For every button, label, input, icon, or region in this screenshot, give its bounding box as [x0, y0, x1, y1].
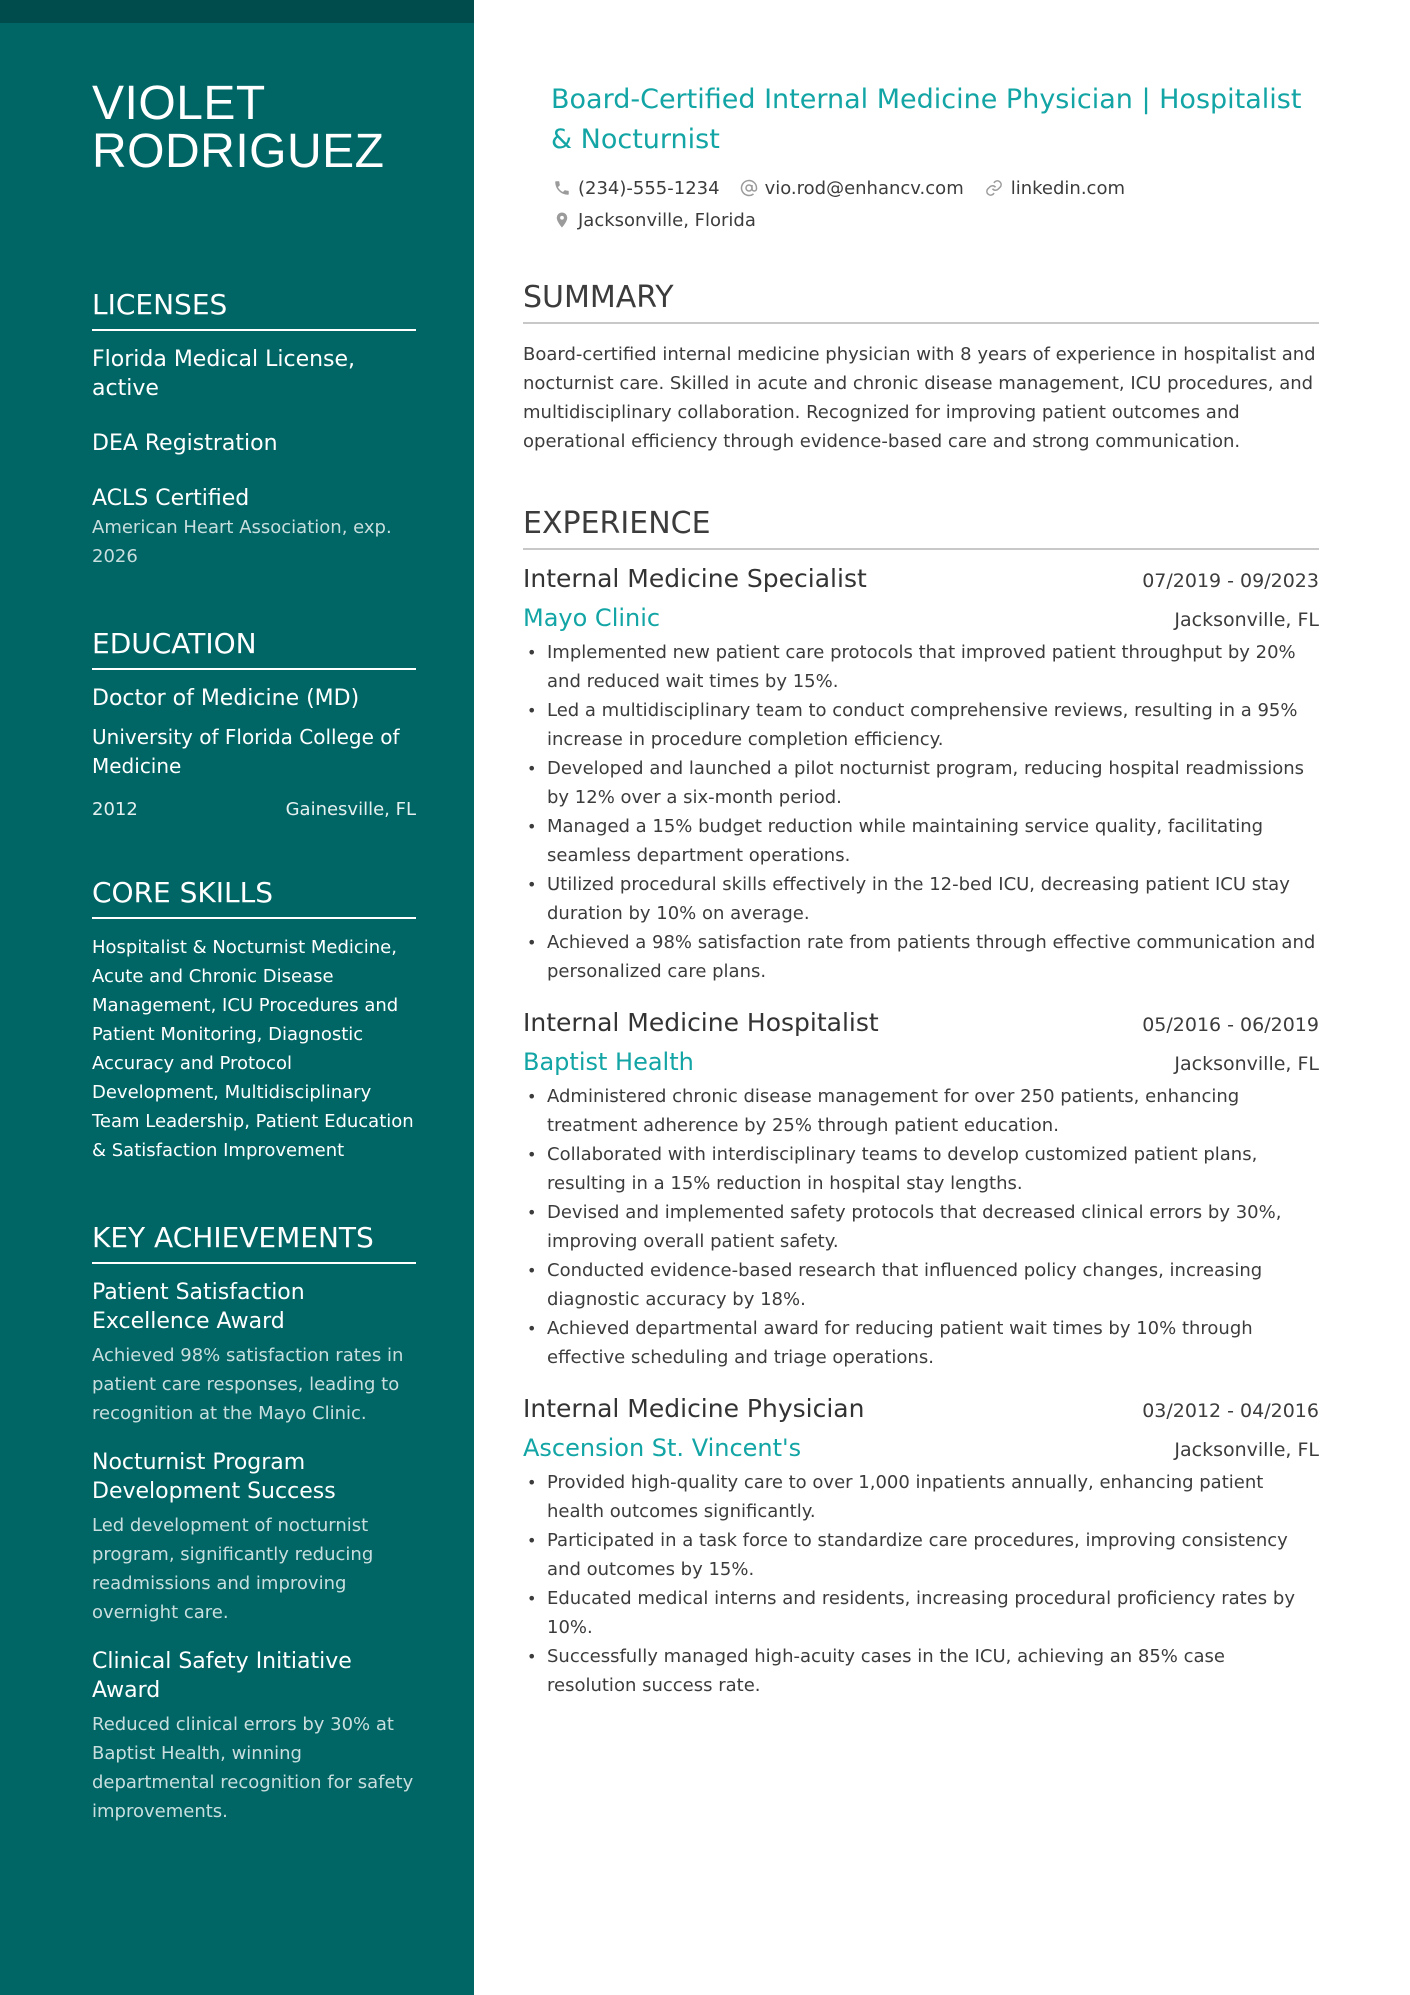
job-bullets [523, 1468, 1319, 1700]
license-item [92, 345, 416, 403]
job-header [523, 1390, 1319, 1428]
job-bullet: • Developed and launched a pilot nocturnist program, reducing hospital readmissions by 12% over a six-month period. [523, 754, 1319, 812]
job-company: Mayo Clinic [523, 604, 661, 632]
experience-section [523, 506, 1319, 1700]
experience-heading: EXPERIENCE [523, 506, 1319, 550]
sidebar-content [92, 77, 416, 1846]
achievement-desc: Reduced clinical errors by 30% at Baptist Health, winning departmental recognition for safety improvements. [92, 1714, 414, 1822]
job-location: Jacksonville, FL [1174, 1053, 1319, 1075]
job-subheader [523, 1044, 1319, 1080]
at-sign-icon [740, 179, 758, 197]
job-location: Jacksonville, FL [1174, 609, 1319, 631]
sidebar [0, 0, 474, 1995]
job-bullet: • Educated medical interns and residents, increasing procedural proficiency rates by 10%. [523, 1584, 1319, 1642]
job-bullet: • Achieved a 98% satisfaction rate from patients through effective communication and personalized care plans. [523, 928, 1319, 986]
contact-row [553, 204, 1319, 236]
achievement-item [92, 1647, 416, 1826]
location-pin-icon [553, 210, 571, 230]
license-title: ACLS Certified [92, 486, 250, 511]
linkedin-text: linkedin.com [1010, 177, 1126, 199]
achievement-desc: Achieved 98% satisfaction rates in patient care responses, leading to recognition at the Mayo Clinic. [92, 1345, 404, 1424]
job-bullet: • Achieved departmental award for reducing patient wait times by 10% through effective scheduling and triage operations. [523, 1314, 1319, 1372]
job-bullet: • Managed a 15% budget reduction while maintaining service quality, facilitating seamless department operations. [523, 812, 1319, 870]
contact-linkedin[interactable] [984, 178, 1125, 199]
summary-heading: SUMMARY [523, 280, 1319, 324]
job-bullet: • Successfully managed high-acuity cases in the ICU, achieving an 85% case resolution success rate. [523, 1642, 1319, 1700]
job-company: Baptist Health [523, 1048, 694, 1076]
contact-email[interactable] [740, 178, 964, 199]
job-dates: 05/2016 - 06/2019 [1142, 1014, 1319, 1036]
job-bullet: • Implemented new patient care protocols that improved patient throughput by 20% and reduced wait times by 15%. [523, 638, 1319, 696]
achievement-title: Patient Satisfaction Excellence Award [92, 1280, 305, 1334]
job-bullets [523, 638, 1319, 986]
job-title: Internal Medicine Specialist [523, 564, 867, 593]
job-bullet: • Collaborated with interdisciplinary teams to develop customized patient plans, resulting in a 15% reduction in hospital stay lengths. [523, 1140, 1319, 1198]
skills-heading: CORE SKILLS [92, 876, 416, 919]
job-bullet: • Participated in a task force to standardize care procedures, improving consistency and outcomes by 15%. [523, 1526, 1319, 1584]
email-text: vio.rod@enhancv.com [764, 177, 964, 199]
job-bullet: • Led a multidisciplinary team to conduct comprehensive reviews, resulting in a 95% increase in procedure completion efficiency. [523, 696, 1319, 754]
education-school: University of Florida College of Medicine [92, 725, 400, 778]
phone-text: (234)-555-1234 [578, 177, 720, 199]
job-subheader [523, 1430, 1319, 1466]
candidate-name: VIOLET RODRIGUEZ [92, 77, 385, 178]
license-subtitle: American Heart Association, exp. 2026 [92, 517, 392, 567]
license-item [92, 484, 416, 571]
achievements-section [92, 1221, 416, 1826]
link-icon [984, 179, 1004, 197]
education-location: Gainesville, FL [285, 799, 416, 820]
contact-phone[interactable] [553, 178, 720, 199]
license-title: Florida Medical License, active [92, 347, 356, 401]
job-bullet: • Provided high-quality care to over 1,000 inpatients annually, enhancing patient health outcomes significantly. [523, 1468, 1319, 1526]
job-bullets [523, 1082, 1319, 1372]
achievements-heading: KEY ACHIEVEMENTS [92, 1221, 416, 1264]
education-degree: Doctor of Medicine (MD) [92, 686, 360, 711]
education-year: 2012 [92, 799, 138, 820]
job-title: Internal Medicine Physician [523, 1394, 865, 1423]
summary-text: Board-certified internal medicine physician with 8 years of experience in hospitalist and nocturnist care. Skilled in acute and chronic disease management, ICU procedures, and multidisciplinary collaboration. Recognized for improving patient outcomes and operational efficiency through evidence-based care and strong communication. [523, 344, 1316, 452]
job-company: Ascension St. Vincent's [523, 1434, 802, 1462]
education-meta [92, 795, 416, 824]
contact-row [553, 172, 1319, 204]
job-entry [523, 1004, 1319, 1372]
job-entry [523, 560, 1319, 986]
achievement-item [92, 1278, 416, 1428]
contact-location [553, 210, 756, 231]
education-heading: EDUCATION [92, 627, 416, 670]
job-bullet: • Administered chronic disease management for over 250 patients, enhancing treatment adherence by 25% through patient education. [523, 1082, 1319, 1140]
headline: Board-Certified Internal Medicine Physician | Hospitalist & Nocturnist [551, 84, 1302, 155]
job-bullet: • Devised and implemented safety protocols that decreased clinical errors by 30%, improving overall patient safety. [523, 1198, 1319, 1256]
job-title: Internal Medicine Hospitalist [523, 1008, 879, 1037]
summary-section [523, 280, 1319, 456]
job-bullet: • Utilized procedural skills effectively in the 12-bed ICU, decreasing patient ICU stay duration by 10% on average. [523, 870, 1319, 928]
achievement-item [92, 1448, 416, 1627]
license-item [92, 429, 416, 458]
license-title: DEA Registration [92, 431, 278, 456]
job-dates: 03/2012 - 04/2016 [1142, 1400, 1319, 1422]
job-entry [523, 1390, 1319, 1700]
licenses-section [92, 288, 416, 571]
location-text: Jacksonville, Florida [578, 209, 756, 231]
sidebar-top-band [0, 0, 474, 23]
achievement-desc: Led development of nocturnist program, significantly reducing readmissions and improving overnight care. [92, 1515, 374, 1623]
skills-section [92, 876, 416, 1165]
main-content [523, 80, 1319, 1718]
job-subheader [523, 600, 1319, 636]
job-dates: 07/2019 - 09/2023 [1142, 570, 1319, 592]
education-section [92, 627, 416, 824]
contact-block [523, 172, 1319, 236]
job-header [523, 560, 1319, 598]
licenses-heading: LICENSES [92, 288, 416, 331]
phone-icon [553, 179, 571, 197]
job-header [523, 1004, 1319, 1042]
job-location: Jacksonville, FL [1174, 1439, 1319, 1461]
achievement-title: Clinical Safety Initiative Award [92, 1649, 352, 1703]
job-bullet: • Conducted evidence-based research that influenced policy changes, increasing diagnostic accuracy by 18%. [523, 1256, 1319, 1314]
skills-text: Hospitalist & Nocturnist Medicine, Acute and Chronic Disease Management, ICU Procedures and Patient Monitoring, Diagnostic Accuracy and Protocol Development, Multidisciplinary Team Leadership, Patient Education & Satisfaction Improvement [92, 937, 414, 1161]
achievement-title: Nocturnist Program Development Success [92, 1450, 336, 1504]
